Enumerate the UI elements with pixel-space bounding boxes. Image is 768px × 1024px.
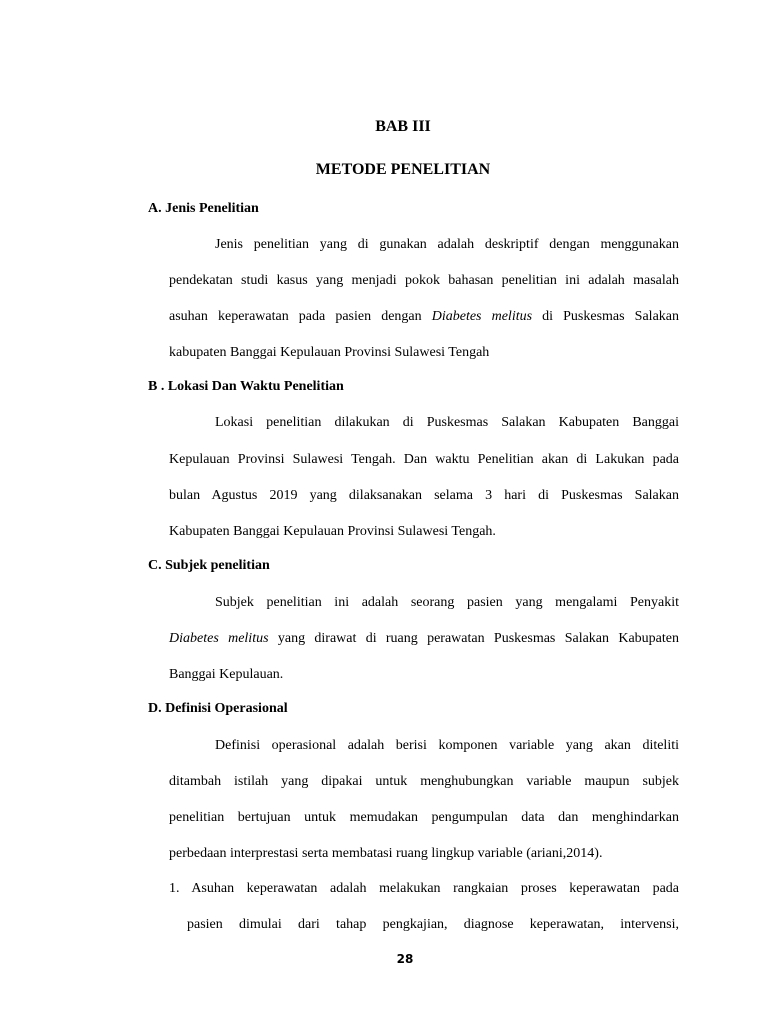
paragraph-line: Lokasi penelitian dilakukan di Puskesmas Salakan Kabupaten Banggai <box>215 415 679 430</box>
paragraph-line: Kepulauan Provinsi Sulawesi Tengah. Dan waktu Penelitian akan di Lakukan pada <box>169 452 679 467</box>
paragraph-line: bulan Agustus 2019 yang dilaksanakan selama 3 hari di Puskesmas Salakan <box>169 488 679 503</box>
section-heading-c: C. Subjek penelitian <box>148 558 270 573</box>
text-segment: asuhan keperawatan pada pasien dengan <box>169 309 432 324</box>
section-heading-a: A. Jenis Penelitian <box>148 201 259 216</box>
italic-term: Diabetes melitus <box>169 631 269 646</box>
paragraph-line: ditambah istilah yang dipakai untuk menghubungkan variable maupun subjek <box>169 774 679 789</box>
list-item-continuation: pasien dimulai dari tahap pengkajian, diagnose keperawatan, intervensi, <box>187 917 679 932</box>
paragraph-line: penelitian bertujuan untuk memudakan pengumpulan data dan menghindarkan <box>169 810 679 825</box>
chapter-number: BAB III <box>375 118 431 135</box>
paragraph-line: pendekatan studi kasus yang menjadi pokok bahasan penelitian ini adalah masalah <box>169 273 679 288</box>
text-segment: yang dirawat di ruang perawatan Puskesmas Salakan Kabupaten <box>268 631 679 646</box>
paragraph-line: Subjek penelitian ini adalah seorang pasien yang mengalami Penyakit <box>215 595 679 610</box>
list-item: 1. Asuhan keperawatan adalah melakukan rangkaian proses keperawatan pada <box>169 881 679 896</box>
paragraph-line: Banggai Kepulauan. <box>169 667 284 682</box>
paragraph-line: Jenis penelitian yang di gunakan adalah deskriptif dengan menggunakan <box>215 237 679 252</box>
section-heading-d: D. Definisi Operasional <box>148 701 288 716</box>
page-number: 28 <box>396 952 414 966</box>
paragraph-line-with-italic <box>169 630 679 648</box>
text-segment: di Puskesmas Salakan <box>532 309 679 324</box>
paragraph-line: perbedaan interprestasi serta membatasi ruang lingkup variable (ariani,2014). <box>169 846 603 861</box>
paragraph-line: Kabupaten Banggai Kepulauan Provinsi Sulawesi Tengah. <box>169 524 496 539</box>
paragraph-line: kabupaten Banggai Kepulauan Provinsi Sulawesi Tengah <box>169 345 490 360</box>
paragraph-line: Definisi operasional adalah berisi komponen variable yang akan diteliti <box>215 738 679 753</box>
italic-term: Diabetes melitus <box>431 309 533 324</box>
paragraph-line-with-italic <box>169 308 679 326</box>
chapter-title: METODE PENELITIAN <box>315 161 491 178</box>
section-heading-b: B . Lokasi Dan Waktu Penelitian <box>148 379 344 394</box>
